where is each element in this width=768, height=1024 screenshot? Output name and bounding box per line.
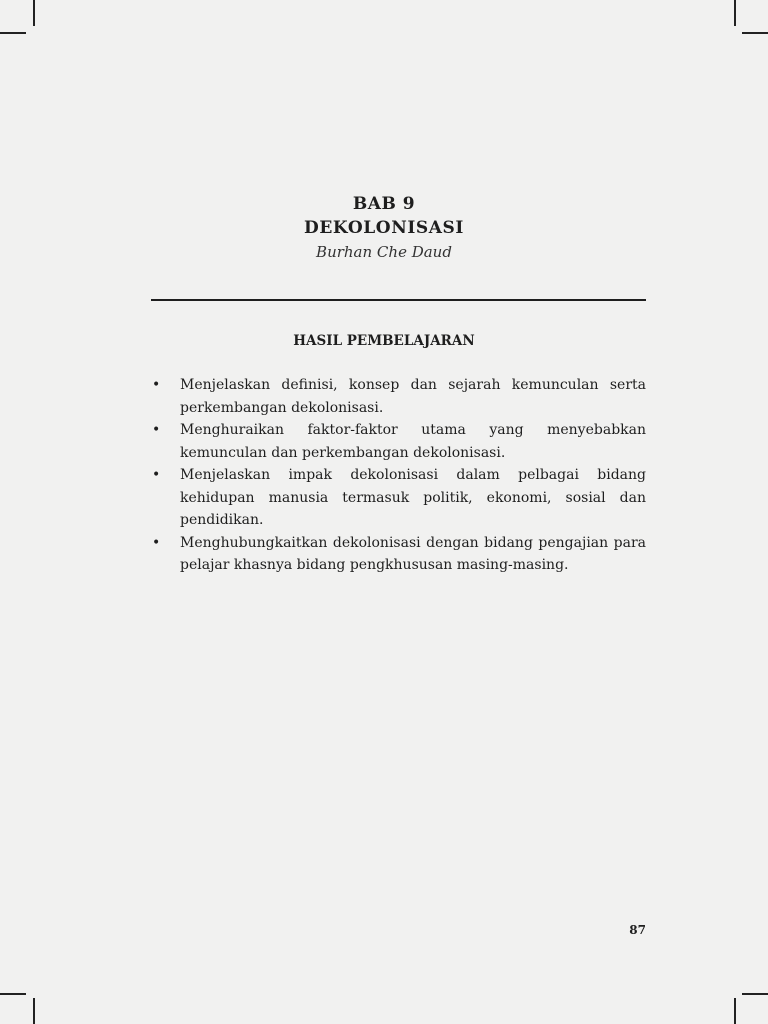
chapter-author: Burhan Che Daud — [316, 243, 452, 261]
crop-mark-bottom-left-horizontal — [0, 993, 26, 995]
bullet-icon: • — [152, 534, 161, 551]
page-number: 87 — [629, 923, 646, 937]
crop-mark-top-left-vertical — [33, 0, 35, 26]
heading-divider — [151, 299, 646, 301]
list-item — [151, 464, 646, 532]
crop-mark-bottom-right-vertical — [734, 998, 736, 1024]
bullet-icon: • — [152, 467, 161, 483]
list-item — [151, 374, 646, 419]
objective-text: Menghubungkaitkan dekolonisasi dengan bidang pengajian para pelajar khasnya bidang pengkhususan masing-masing. — [180, 534, 646, 573]
list-item — [151, 419, 646, 464]
objective-text: Menjelaskan definisi, konsep dan sejarah kemunculan serta perkembangan dekolonisasi. — [180, 377, 646, 416]
list-item — [151, 532, 646, 577]
section-title: HASIL PEMBELAJARAN — [293, 333, 475, 349]
crop-mark-top-left-horizontal — [0, 32, 26, 34]
crop-mark-bottom-left-vertical — [33, 998, 35, 1024]
bullet-icon: • — [152, 377, 161, 393]
bullet-icon: • — [152, 422, 161, 438]
chapter-heading — [0, 192, 768, 264]
chapter-title: DEKOLONISASI — [304, 218, 464, 238]
objective-text: Menghuraikan faktor-faktor utama yang menyebabkan kemunculan dan perkembangan dekolonisasi. — [180, 422, 646, 461]
crop-mark-top-right-horizontal — [742, 32, 768, 34]
crop-mark-bottom-right-horizontal — [742, 993, 768, 995]
crop-mark-top-right-vertical — [734, 0, 736, 26]
chapter-number: BAB 9 — [352, 194, 416, 214]
objective-text: Menjelaskan impak dekolonisasi dalam pelbagai bidang kehidupan manusia termasuk politik, ekonomi, sosial dan pendidikan. — [180, 467, 646, 528]
learning-objectives-list — [151, 374, 646, 577]
